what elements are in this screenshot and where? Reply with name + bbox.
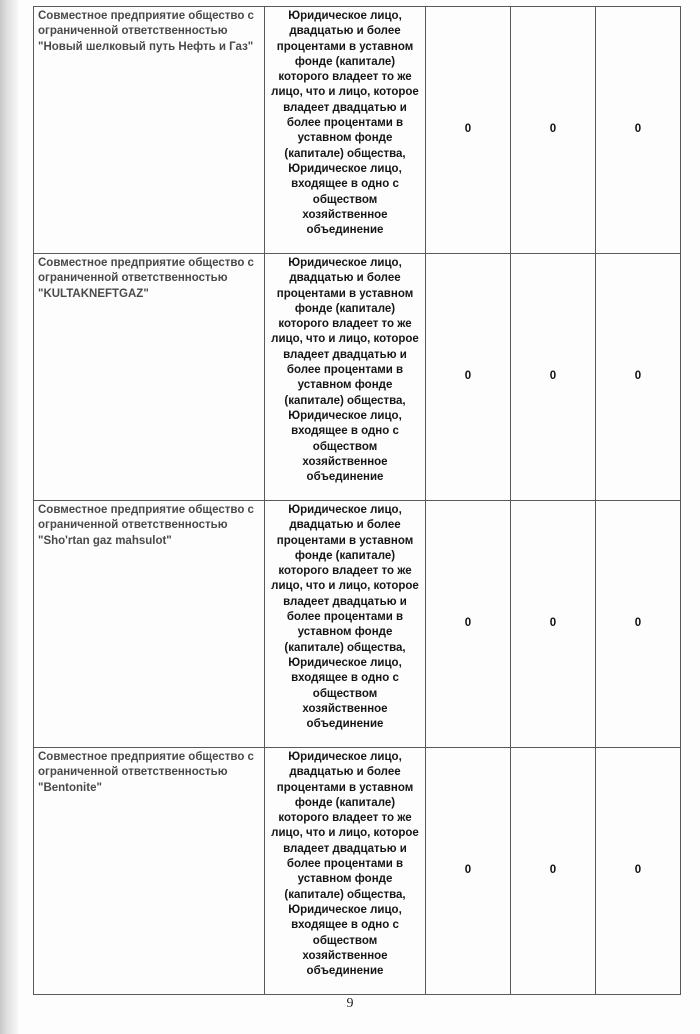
- scan-binding-shadow: [0, 0, 18, 1034]
- affiliation-basis-cell: Юридическое лицо, двадцатью и более процентами в уставном фонде (капитале) которого владеет то же лицо, что и лицо, которое владеет двадцатью и более процентами в уставном фонде (капитале) общества, Юридическое лицо, входящее в одно с обществом хозяйственное объединение: [265, 7, 426, 254]
- table-row: [34, 254, 681, 501]
- company-name-cell: Совместное предприятие общество с ограниченной ответственностью "KULTAKNEFTGAZ": [34, 254, 265, 501]
- value-cell: 0: [596, 254, 681, 501]
- value-cell: 0: [511, 7, 596, 254]
- value-cell: 0: [426, 254, 511, 501]
- value-cell: 0: [426, 748, 511, 995]
- affiliation-basis-cell: Юридическое лицо, двадцатью и более процентами в уставном фонде (капитале) которого владеет то же лицо, что и лицо, которое владеет двадцатью и более процентами в уставном фонде (капитале) общества, Юридическое лицо, входящее в одно с обществом хозяйственное объединение: [265, 501, 426, 748]
- value-cell: 0: [596, 501, 681, 748]
- affiliates-table: [33, 6, 681, 995]
- table-row: [34, 748, 681, 995]
- company-name-cell: Совместное предприятие общество с ограниченной ответственностью "Новый шелковый путь Нефть и Газ": [34, 7, 265, 254]
- value-cell: 0: [511, 748, 596, 995]
- table-row: [34, 7, 681, 254]
- table-row: [34, 501, 681, 748]
- affiliation-basis-cell: Юридическое лицо, двадцатью и более процентами в уставном фонде (капитале) которого владеет то же лицо, что и лицо, которое владеет двадцатью и более процентами в уставном фонде (капитале) общества, Юридическое лицо, входящее в одно с обществом хозяйственное объединение: [265, 254, 426, 501]
- page-number: 9: [346, 996, 354, 1011]
- value-cell: 0: [596, 748, 681, 995]
- value-cell: 0: [511, 501, 596, 748]
- value-cell: 0: [426, 501, 511, 748]
- value-cell: 0: [596, 7, 681, 254]
- company-name-cell: Совместное предприятие общество с ограниченной ответственностью "Sho'rtan gaz mahsulot": [34, 501, 265, 748]
- affiliation-basis-cell: Юридическое лицо, двадцатью и более процентами в уставном фонде (капитале) которого владеет то же лицо, что и лицо, которое владеет двадцатью и более процентами в уставном фонде (капитале) общества, Юридическое лицо, входящее в одно с обществом хозяйственное объединение: [265, 748, 426, 995]
- value-cell: 0: [426, 7, 511, 254]
- company-name-cell: Совместное предприятие общество с ограниченной ответственностью "Bentonite": [34, 748, 265, 995]
- value-cell: 0: [511, 254, 596, 501]
